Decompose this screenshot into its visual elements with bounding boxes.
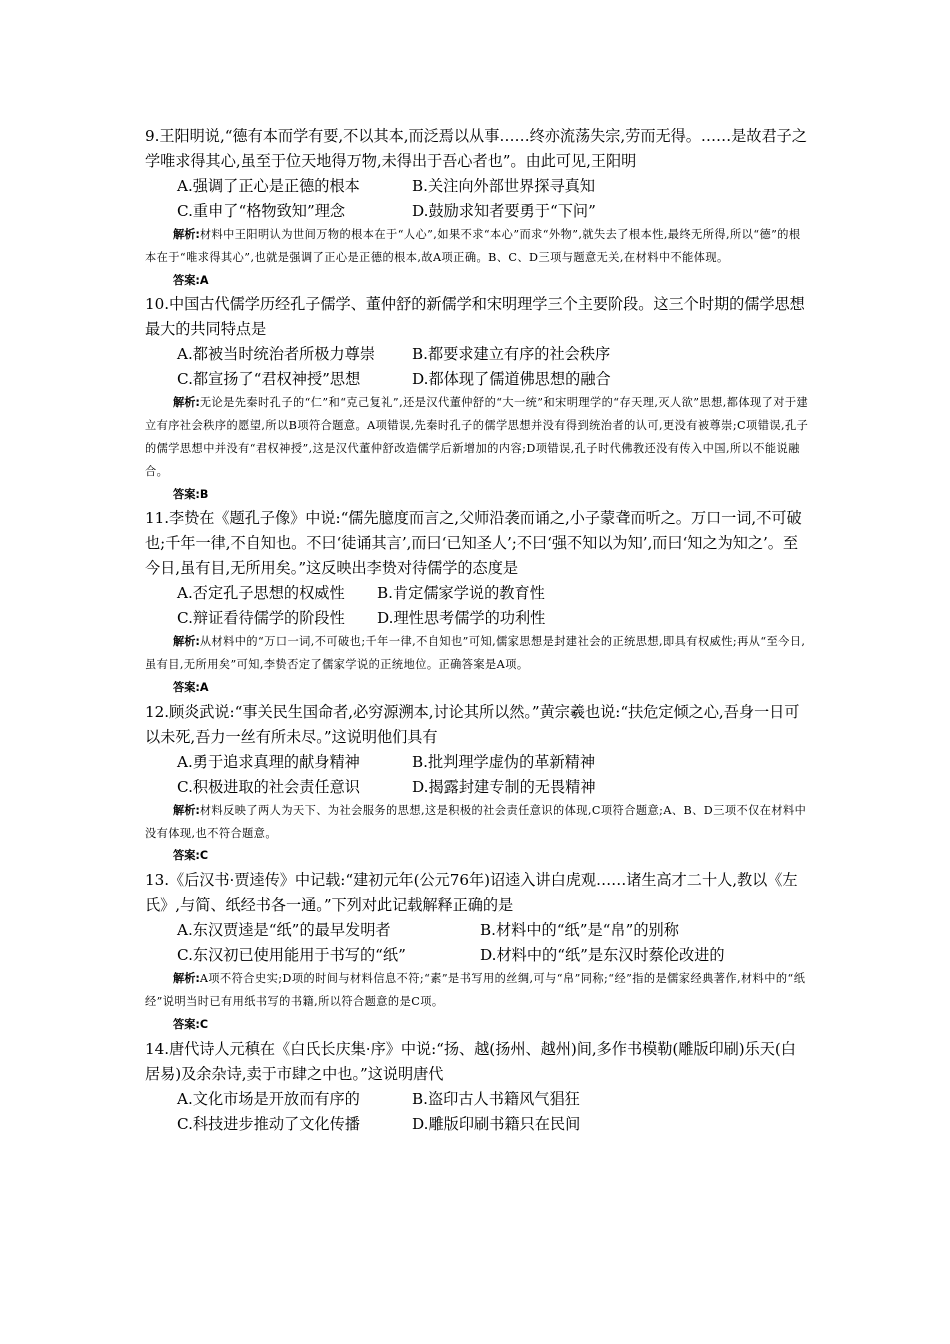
option-b: B.材料中的“纸”是“帛”的别称: [480, 921, 679, 940]
option-b: B.关注向外部世界探寻真知: [412, 177, 596, 195]
option-d: D.理性思考儒学的功利性: [377, 609, 546, 628]
answer: 答案:C: [173, 849, 209, 863]
question-11-options: [145, 581, 810, 631]
question-12-options: [145, 750, 810, 800]
question-14: 14.唐代诗人元稹在《白氏长庆集·序》中说:“扬、越(扬州、越州)间,多作书模勒(雕版印刷)乐天(白居易)及余杂诗,卖于市肆之中也。”这说明唐代: [145, 1039, 796, 1083]
explanation-label: 解析:: [173, 635, 200, 649]
option-a: A.文化市场是开放而有序的: [177, 1089, 360, 1108]
explanation-text: 材料中王阳明认为世间万物的根本在于“人心”,如果不求“本心”而求“外物”,就失去了根本性,最终无所得,所以“德”的根本在于“唯求得其心”,也就是强调了正心是正德的根本,故A项正确。B、C、D三项与题意无关,在材料中不能体现。: [145, 228, 801, 264]
explanation: [145, 631, 810, 677]
question-11: 11.李贽在《题孔子像》中说:“儒先臆度而言之,父师沿袭而诵之,小子蒙聋而听之。万口一词,不可破也;千年一律,不自知也。不曰‘徒诵其言’,而曰‘已知圣人’;不曰‘强不知以为知’,而曰‘知之为知之’。至今日,虽有目,无所用矣。”这反映出李贽对待儒学的态度是: [145, 509, 802, 578]
explanation: [145, 800, 810, 846]
option-b: B.盗印古人书籍风气猖狂: [412, 1089, 580, 1108]
option-d: D.揭露封建专制的无畏精神: [412, 777, 596, 796]
question-12: 12.顾炎武说:“事关民生国命者,必穷源溯本,讨论其所以然。”黄宗羲也说:“扶危定倾之心,吾身一日可以未死,吾力一丝有所未尽。”这说明他们具有: [145, 702, 800, 746]
question-13-options: [145, 918, 810, 968]
explanation-label: 解析:: [173, 396, 200, 410]
explanation-label: 解析:: [173, 972, 200, 986]
option-b: B.都要求建立有序的社会秩序: [412, 345, 611, 364]
option-d: D.鼓励求知者要勇于“下问”: [412, 202, 596, 220]
answer: 答案:C: [173, 1017, 209, 1031]
option-a: A.强调了正心是正德的根本: [177, 177, 360, 195]
option-a: A.东汉贾逵是“纸”的最早发明者: [177, 921, 391, 940]
option-d: D.都体现了儒道佛思想的融合: [412, 370, 611, 389]
option-c: C.都宣扬了“君权神授”思想: [177, 370, 361, 389]
option-c: C.重申了“格物致知”理念: [177, 202, 346, 220]
explanation-text: A项不符合史实;D项的时间与材料信息不符;“素”是书写用的丝绸,可与“帛”同称;“经”指的是儒家经典著作,材料中的“纸经”说明当时已有用纸书写的书籍,所以符合题意的是C项。: [145, 972, 806, 1008]
explanation-label: 解析:: [173, 228, 200, 241]
explanation-text: 从材料中的“万口一词,不可破也;千年一律,不自知也”可知,儒家思想是封建社会的正统思想,即具有权威性;再从“至今日,虽有目,无所用矣”可知,李贽否定了儒家学说的正统地位。正确答案是A项。: [145, 635, 806, 672]
answer: 答案:A: [173, 273, 209, 287]
answer: 答案:B: [173, 487, 209, 501]
question-9: 9.王阳明说,“德有本而学有要,不以其本,而泛焉以从事……终亦流荡失宗,劳而无得。……是故君子之学唯求得其心,虽至于位天地得万物,未得出于吾心者也”。由此可见,王阳明: [145, 127, 807, 170]
explanation: [145, 392, 810, 483]
question-10: 10.中国古代儒学历经孔子儒学、董仲舒的新儒学和宋明理学三个主要阶段。这三个时期的儒学思想最大的共同特点是: [145, 295, 805, 339]
answer: 答案:A: [173, 680, 209, 694]
explanation-text: 无论是先秦时孔子的“仁”和“克己复礼”,还是汉代董仲舒的“大一统”和宋明理学的“存天理,灭人欲”思想,都体现了对于建立有序社会秩序的愿望,所以B项符合题意。A项错误,先秦时孔子的儒学思想并没有得到统治者的认可,更没有被尊崇;C项错误,孔子的儒学思想中并没有“君权神授”,这是汉代董仲舒改造儒学后新增加的内容;D项错误,孔子时代佛教还没有传入中国,所以不能说融合。: [145, 396, 809, 478]
option-d: D.材料中的“纸”是东汉时蔡伦改进的: [480, 946, 725, 965]
option-b: B.肯定儒家学说的教育性: [377, 584, 545, 603]
explanation: [145, 224, 810, 270]
explanation-text: 材料反映了两人为天下、为社会服务的思想,这是积极的社会责任意识的体现,C项符合题意;A、B、D三项不仅在材料中没有体现,也不符合题意。: [145, 803, 807, 840]
question-13: 13.《后汉书·贾逵传》中记载:“建初元年(公元76年)诏逵入讲白虎观……诸生高才二十人,教以《左氏》,与简、纸经书各一通。”下列对此记载解释正确的是: [145, 871, 798, 915]
option-a: A.都被当时统治者所极力尊崇: [177, 345, 376, 364]
option-c: C.辩证看待儒学的阶段性: [177, 609, 345, 628]
explanation: [145, 968, 810, 1014]
option-a: A.否定孔子思想的权威性: [177, 584, 345, 603]
question-10-options: [145, 342, 810, 392]
question-9-options: [145, 174, 810, 224]
explanation-label: 解析:: [173, 803, 200, 817]
option-c: C.积极进取的社会责任意识: [177, 777, 360, 796]
document-page: [145, 124, 810, 1137]
option-a: A.勇于追求真理的献身精神: [177, 752, 360, 771]
question-14-options: [145, 1087, 810, 1137]
option-b: B.批判理学虚伪的革新精神: [412, 752, 596, 771]
option-c: C.科技进步推动了文化传播: [177, 1114, 360, 1133]
option-d: D.雕版印刷书籍只在民间: [412, 1114, 581, 1133]
option-c: C.东汉初已使用能用于书写的“纸”: [177, 946, 406, 965]
